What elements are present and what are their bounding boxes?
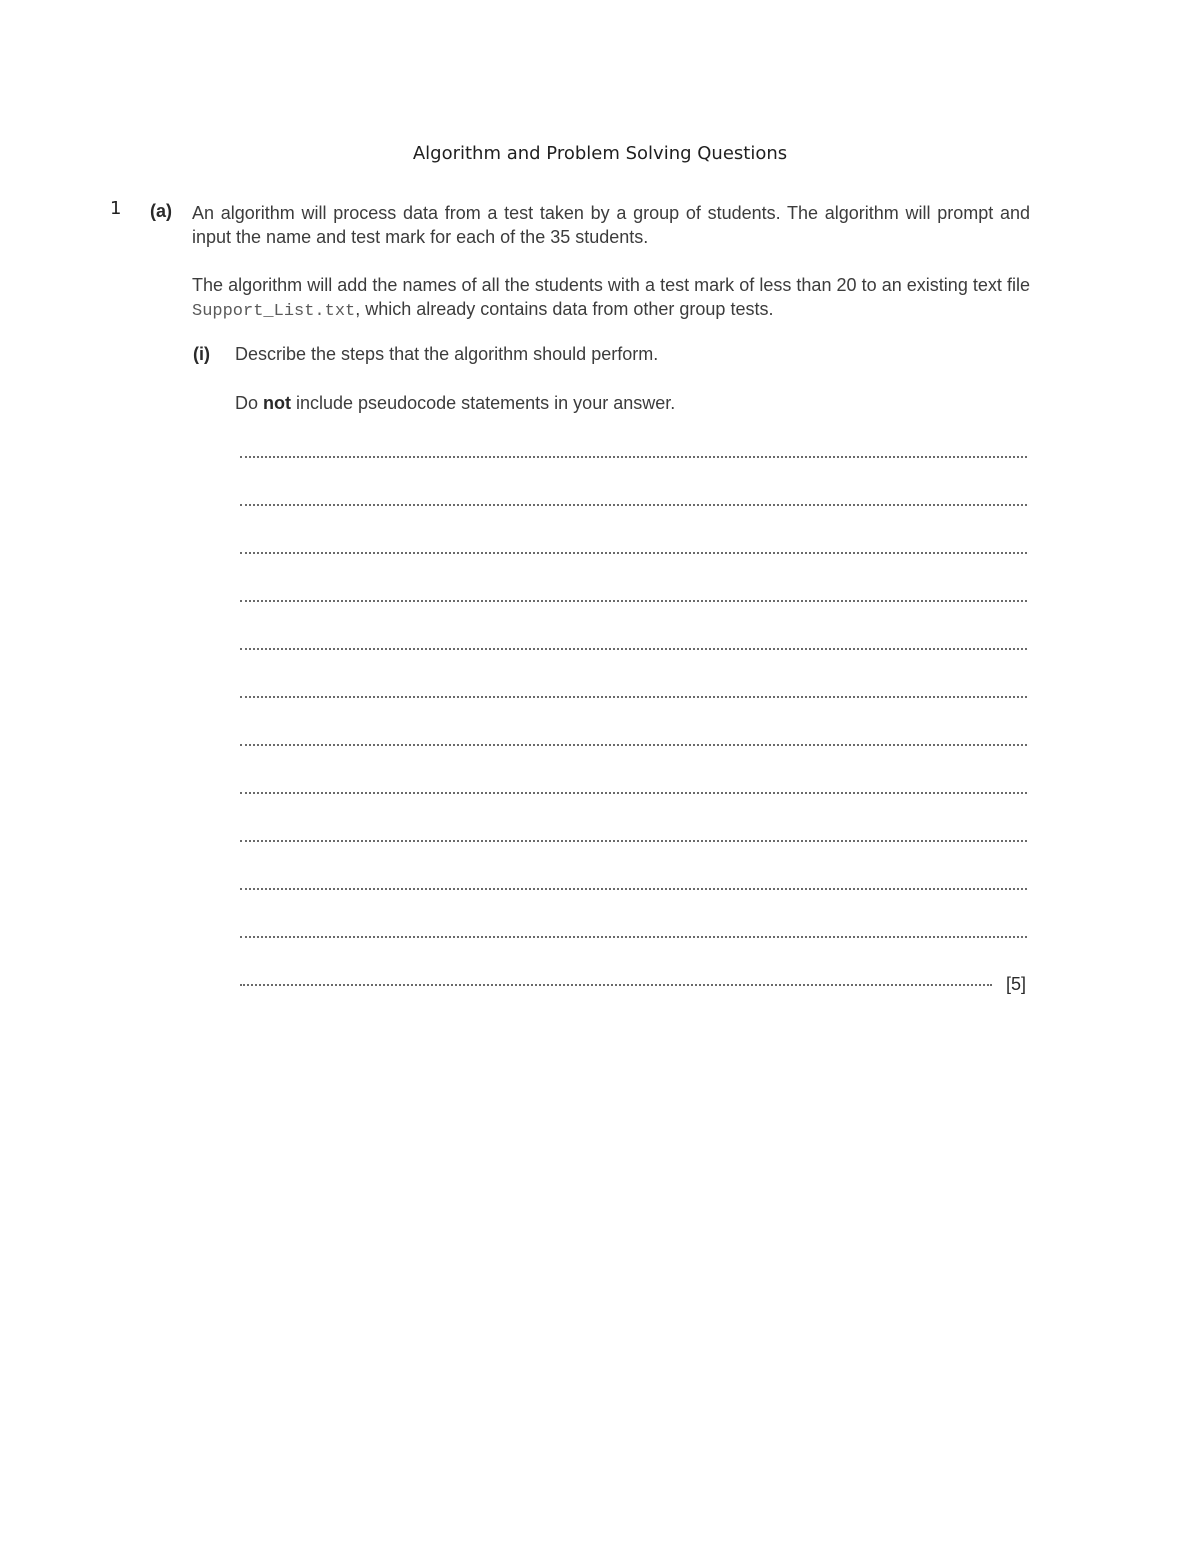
question-paragraph-1: An algorithm will process data from a test taken by a group of students. The algorithm will prompt and input the name and test mark for each of the 35 students. <box>192 203 1030 247</box>
paragraph-2-text-start: The algorithm will add the names of all the students with a test mark of less than 20 to an existing text file <box>192 275 1030 295</box>
instruction-start: Do <box>235 393 264 413</box>
answer-line[interactable] <box>240 504 1027 506</box>
answer-line[interactable] <box>240 840 1027 842</box>
instruction-emphasis: not <box>263 393 291 413</box>
part-label: (a) <box>150 201 172 221</box>
page-title: Algorithm and Problem Solving Questions <box>412 143 788 164</box>
answer-line[interactable] <box>240 936 1027 938</box>
answer-line[interactable] <box>240 456 1027 458</box>
filename: Support_List.txt <box>192 302 356 321</box>
answer-line[interactable] <box>240 696 1027 698</box>
paragraph-2-text-end: , which already contains data from other group tests. <box>355 299 774 319</box>
answer-line[interactable] <box>240 648 1027 650</box>
instruction-end: include pseudocode statements in your answer. <box>291 393 676 413</box>
answer-line[interactable] <box>240 984 992 986</box>
subpart-text: Describe the steps that the algorithm should perform. <box>235 344 659 364</box>
marks-label: [5] <box>1006 974 1027 994</box>
question-number: 1 <box>110 198 122 219</box>
answer-line[interactable] <box>240 792 1027 794</box>
answer-line[interactable] <box>240 744 1027 746</box>
subpart-label: (i) <box>193 344 210 364</box>
answer-line[interactable] <box>240 552 1027 554</box>
answer-line[interactable] <box>240 600 1027 602</box>
question-paragraph-2 <box>192 273 1030 324</box>
instruction <box>235 393 675 414</box>
answer-line[interactable] <box>240 888 1027 890</box>
